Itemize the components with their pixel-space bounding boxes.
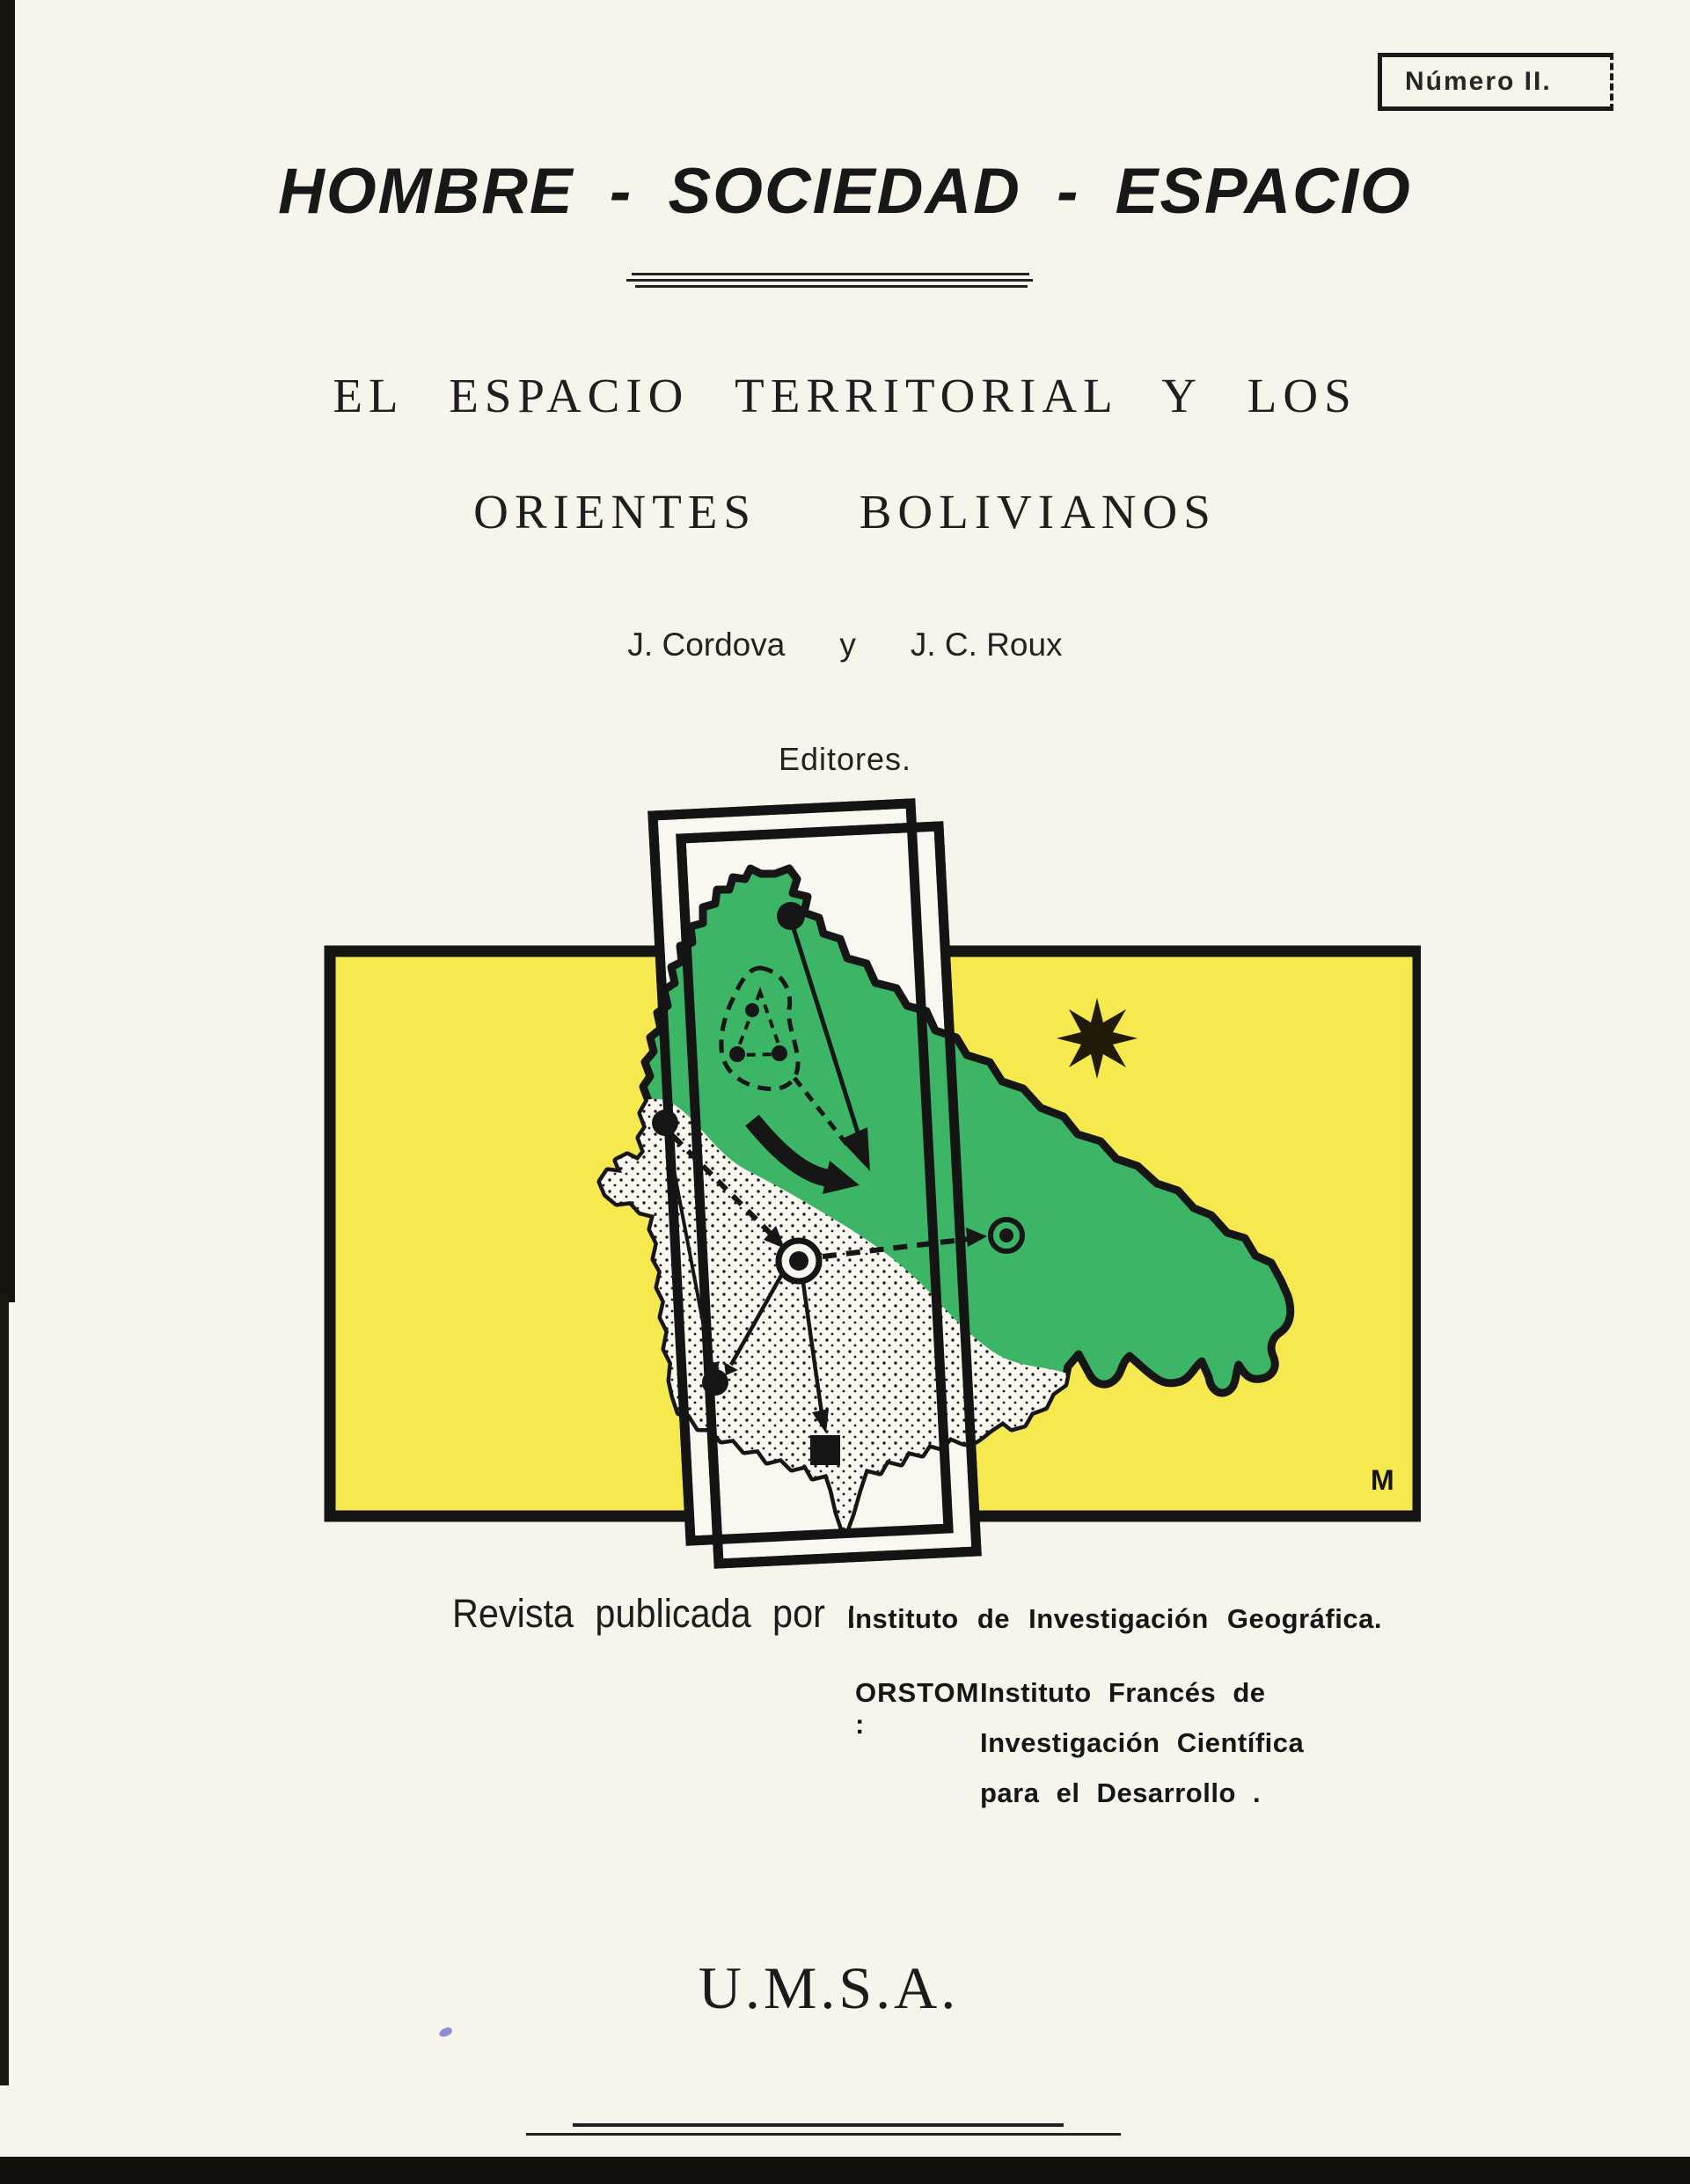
publisher-institute: Instituto de Investigación Geográfica. xyxy=(847,1603,1382,1634)
published-by-label: Revista publicada por : xyxy=(452,1591,857,1636)
orstom-line-1: Instituto Francés de xyxy=(980,1677,1266,1708)
cover-illustration xyxy=(321,788,1421,1615)
separator-line xyxy=(632,273,1029,275)
separator-line xyxy=(635,285,1028,288)
masthead-title: HOMBRE - SOCIEDAD - ESPACIO xyxy=(278,156,1412,227)
footer-rule-top xyxy=(573,2123,1064,2127)
book-title-line1: EL ESPACIO TERRITORIAL Y LOS xyxy=(333,369,1357,422)
footer-rule-bottom xyxy=(526,2133,1121,2136)
city-square-south xyxy=(810,1435,840,1465)
editor-name-2: J. C. Roux xyxy=(910,627,1063,663)
issue-number-label: Número II. xyxy=(1405,67,1552,96)
orstom-line-2: Investigación Científica xyxy=(980,1727,1305,1758)
hub-center xyxy=(789,1251,808,1271)
separator-line xyxy=(626,279,1033,282)
editors-conjunction: y xyxy=(839,627,856,663)
artist-mark: M xyxy=(1371,1464,1394,1496)
orstom-block xyxy=(855,1677,1304,1828)
scan-edge-bottom xyxy=(0,2157,1690,2184)
issue-number-badge xyxy=(1378,53,1613,111)
city-dot-southwest xyxy=(702,1369,728,1396)
book-title-line2: ORIENTES BOLIVIANOS xyxy=(473,485,1217,539)
city-dot-north xyxy=(777,902,805,930)
orstom-label: ORSTOM : xyxy=(855,1677,980,1740)
city-dot-west xyxy=(652,1110,678,1136)
masthead-separator xyxy=(626,273,1033,288)
university-acronym: U.M.S.A. xyxy=(698,1954,960,2021)
orstom-line-3: para el Desarrollo . xyxy=(980,1777,1262,1808)
editor-name-1: J. Cordova xyxy=(627,627,786,663)
editors-row xyxy=(0,627,1690,663)
ink-speck xyxy=(438,2026,453,2039)
editors-role: Editores. xyxy=(778,741,912,777)
